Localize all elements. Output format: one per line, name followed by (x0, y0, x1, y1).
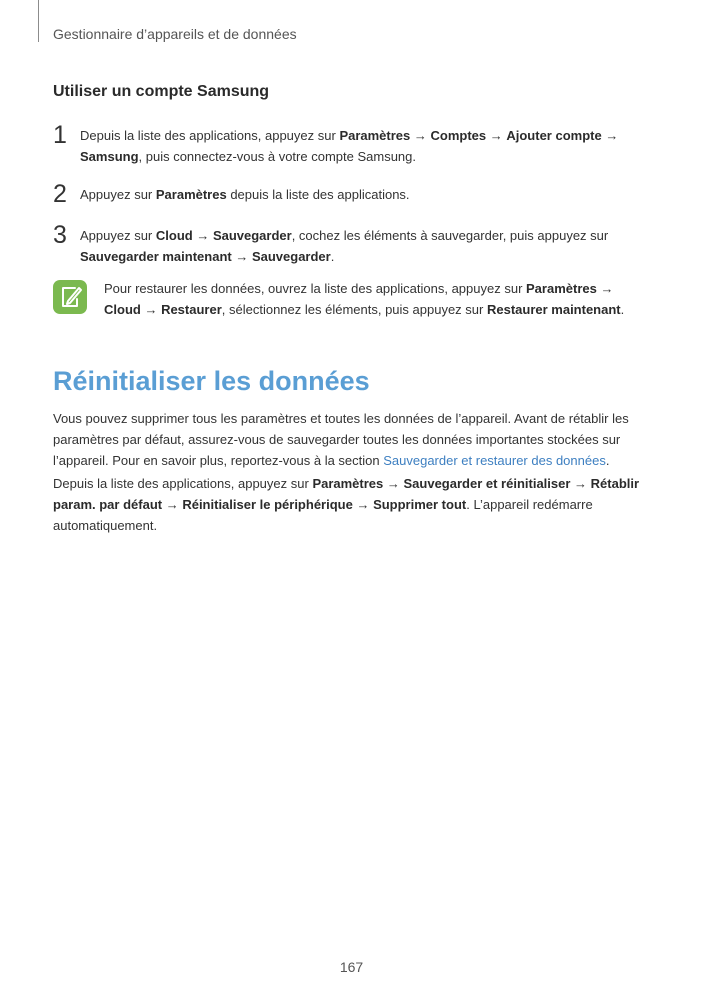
step-number: 3 (53, 221, 67, 249)
step-number: 2 (53, 180, 67, 208)
reset-heading: Réinitialiser les données (53, 366, 370, 396)
page-number: 167 (339, 959, 364, 975)
reset-paragraph-1: Vous pouvez supprimer tous les paramètres et toutes les données de l’appareil. Avant de rétablir les paramètres par défaut, assurez-vous de sauvegarder toutes les données importantes stockées sur l’appareil. Pour en savoir plus, reportez-vous à la section Sauvegarder et restaurer des données. (53, 411, 629, 468)
backup-restore-link[interactable]: Sauvegarder et restaurer des données (383, 453, 606, 468)
step-text: Appuyez sur Cloud → Sauvegarder, cochez les éléments à sauvegarder, puis appuyez sur Sauvegarder maintenant → Sauvegarder. (80, 228, 609, 264)
running-head: Gestionnaire d’appareils et de données (53, 26, 297, 42)
step-number: 1 (53, 121, 67, 149)
reset-paragraph-2: Depuis la liste des applications, appuyez sur Paramètres → Sauvegarder et réinitialiser → Rétablir param. par défaut → Réinitialiser le périphérique → Supprimer tout. L’appareil redémarre automatiquement. (53, 476, 640, 533)
note-text: Pour restaurer les données, ouvrez la liste des applications, appuyez sur Paramètres → Cloud → Restaurer, sélectionnez les éléments, puis appuyez sur Restaurer maintenant. (104, 281, 625, 317)
note-pencil-icon (53, 280, 87, 314)
header-divider (38, 0, 39, 42)
step-text: Appuyez sur Paramètres depuis la liste des applications. (80, 187, 410, 202)
section-title: Utiliser un compte Samsung (53, 83, 270, 100)
step-text: Depuis la liste des applications, appuyez sur Paramètres → Comptes → Ajouter compte → Samsung, puis connectez-vous à votre compte Samsung. (80, 128, 619, 164)
